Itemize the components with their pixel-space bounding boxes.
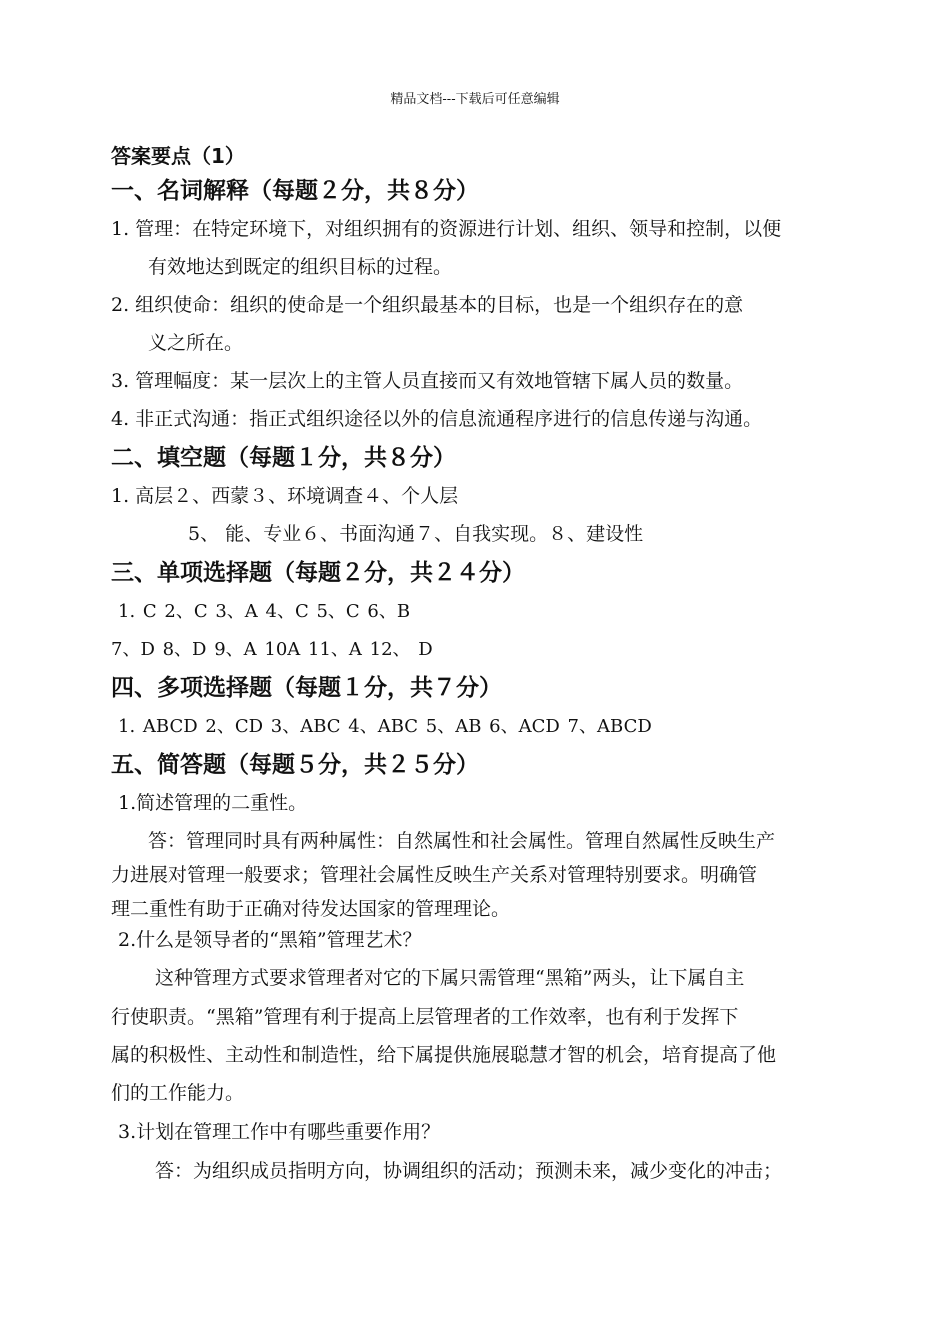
s5-answer-2-line-3: 属的积极性、主动性和制造性，给下属提供施展聪慧才智的机会，培育提高了他 xyxy=(111,1044,777,1066)
section-4-heading: 四、多项选择题（每题１分，共７分） xyxy=(111,675,502,701)
document-title: 答案要点（1） xyxy=(111,144,245,168)
s4-line-1: 1. ABCD 2、CD 3、ABC 4、ABC 5、AB 6、ACD 7、ABCD xyxy=(118,716,652,737)
page-header: 精品文档---下载后可任意编辑 xyxy=(390,92,560,107)
s2-line-1: 1. 高层２、西蒙３、环境调查４、个人层 xyxy=(111,485,459,507)
s5-answer-1-line-2: 力进展对管理一般要求；管理社会属性反映生产关系对管理特别要求。明确管 xyxy=(111,864,758,886)
s3-line-2: 7、D 8、D 9、A 10A 11、A 12、 D xyxy=(111,639,433,660)
s5-question-1: 1.简述管理的二重性。 xyxy=(118,792,308,814)
s5-answer-2-line-1: 这种管理方式要求管理者对它的下属只需管理“黑箱”两头，让下属自主 xyxy=(155,967,745,989)
s1-item-1-line-2: 有效地达到既定的组织目标的过程。 xyxy=(148,256,453,278)
s1-item-1-line-1: 1. 管理：在特定环境下，对组织拥有的资源进行计划、组织、领导和控制，以便 xyxy=(111,218,782,240)
s5-question-3: 3.计划在管理工作中有哪些重要作用？ xyxy=(118,1121,441,1143)
section-1-heading: 一、名词解释（每题２分，共８分） xyxy=(111,178,479,204)
section-5-heading: 五、简答题（每题５分，共２５分） xyxy=(111,752,479,778)
s5-answer-2-line-4: 们的工作能力。 xyxy=(111,1082,245,1104)
s1-item-3: 3. 管理幅度：某一层次上的主管人员直接而又有效地管辖下属人员的数量。 xyxy=(111,370,744,392)
s5-answer-3-line-1: 答：为组织成员指明方向，协调组织的活动；预测未来，减少变化的冲击； xyxy=(155,1160,783,1182)
s1-item-2-line-2: 义之所在。 xyxy=(148,332,244,354)
s2-line-2: 5、 能、专业６、书面沟通７、自我实现。８、建设性 xyxy=(188,523,644,545)
s5-answer-1-line-1: 答：管理同时具有两种属性：自然属性和社会属性。管理自然属性反映生产 xyxy=(148,830,776,852)
s5-question-2: 2.什么是领导者的“黑箱”管理艺术？ xyxy=(118,929,422,951)
s1-item-4: 4. 非正式沟通：指正式组织途径以外的信息流通程序进行的信息传递与沟通。 xyxy=(111,408,763,430)
s1-item-2-line-1: 2. 组织使命：组织的使命是一个组织最基本的目标，也是一个组织存在的意 xyxy=(111,294,744,316)
s5-answer-2-line-2: 行使职责。“黑箱”管理有利于提高上层管理者的工作效率，也有利于发挥下 xyxy=(111,1006,739,1028)
section-3-heading: 三、单项选择题（每题２分，共２４分） xyxy=(111,560,525,586)
s3-line-1: 1. C 2、C 3、A 4、C 5、C 6、B xyxy=(118,601,411,622)
section-2-heading: 二、填空题（每题１分，共８分） xyxy=(111,445,456,471)
s5-answer-1-line-3: 理二重性有助于正确对待发达国家的管理理论。 xyxy=(111,898,511,920)
